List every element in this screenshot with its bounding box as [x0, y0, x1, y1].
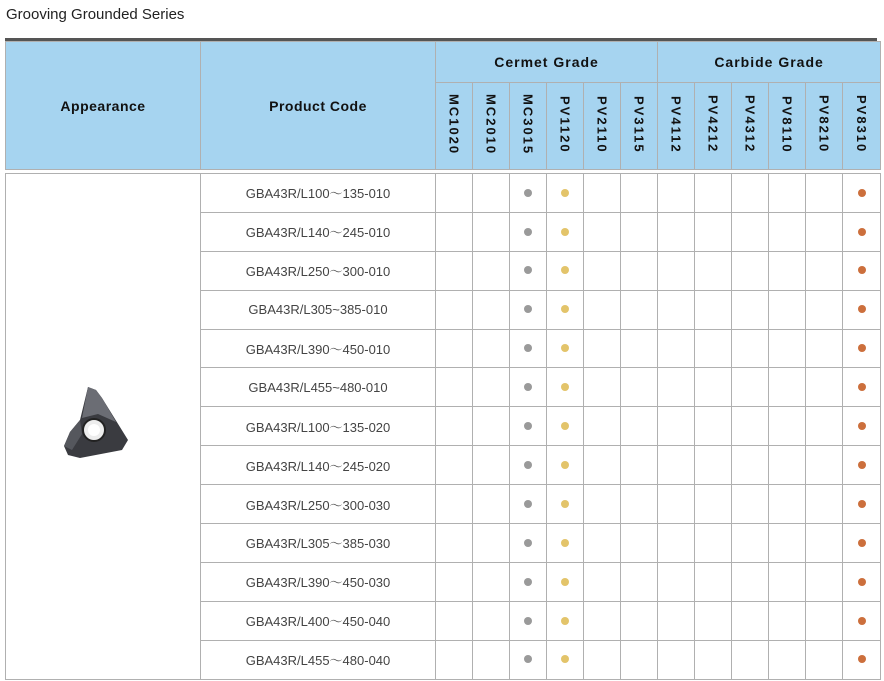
- orange-availability-dot: [858, 617, 866, 625]
- grade-cell-pv4212: [695, 407, 732, 446]
- grade-cell-pv8210: [806, 251, 843, 290]
- grade-cell-pv1120: [547, 174, 584, 213]
- grade-cell-mc3015: [510, 212, 547, 251]
- grade-cell-mc1020: [436, 524, 473, 563]
- grade-cell-pv8310: [843, 485, 881, 524]
- grade-label: PV4112: [668, 95, 684, 154]
- grade-cell-mc3015: [510, 368, 547, 407]
- grade-header-pv1120: [547, 83, 584, 170]
- grade-cell-pv3115: [621, 640, 658, 679]
- grade-header-pv8310: [843, 83, 881, 170]
- grade-cell-pv4112: [658, 485, 695, 524]
- grade-cell-mc3015: [510, 446, 547, 485]
- grade-cell-pv8310: [843, 446, 881, 485]
- gray-availability-dot: [524, 189, 532, 197]
- product-code-cell: GBA43R/L100～135-020: [201, 407, 436, 446]
- grade-cell-mc2010: [473, 174, 510, 213]
- grade-label: MC3015: [520, 93, 536, 156]
- grade-cell-pv4112: [658, 601, 695, 640]
- orange-availability-dot: [858, 383, 866, 391]
- grade-cell-pv4112: [658, 524, 695, 563]
- grade-cell-pv4212: [695, 368, 732, 407]
- grade-cell-pv8210: [806, 640, 843, 679]
- page-title: Grooving Grounded Series: [6, 6, 185, 23]
- grade-cell-pv4112: [658, 640, 695, 679]
- yellow-availability-dot: [561, 344, 569, 352]
- product-code-cell: GBA43R/L140～245-010: [201, 212, 436, 251]
- grade-cell-mc1020: [436, 407, 473, 446]
- grade-cell-pv3115: [621, 524, 658, 563]
- grade-cell-pv8210: [806, 601, 843, 640]
- grade-cell-mc3015: [510, 251, 547, 290]
- grade-cell-pv4312: [732, 329, 769, 368]
- grade-cell-mc3015: [510, 174, 547, 213]
- product-code-header: Product Code: [201, 42, 436, 170]
- grade-cell-pv2110: [584, 562, 621, 601]
- product-code-cell: GBA43R/L100～135-010: [201, 174, 436, 213]
- grade-cell-mc3015: [510, 524, 547, 563]
- grade-cell-pv3115: [621, 562, 658, 601]
- grade-cell-pv1120: [547, 485, 584, 524]
- grade-cell-pv2110: [584, 329, 621, 368]
- grade-cell-pv3115: [621, 601, 658, 640]
- grade-cell-pv8310: [843, 174, 881, 213]
- grade-cell-pv4212: [695, 524, 732, 563]
- grade-cell-mc2010: [473, 407, 510, 446]
- grade-cell-pv8110: [769, 485, 806, 524]
- grade-cell-pv3115: [621, 212, 658, 251]
- grade-header-pv4112: [658, 83, 695, 170]
- table-row: [6, 174, 881, 213]
- grade-cell-pv8310: [843, 329, 881, 368]
- grade-cell-pv3115: [621, 329, 658, 368]
- yellow-availability-dot: [561, 266, 569, 274]
- cermet-grade-header: Cermet Grade: [436, 42, 658, 83]
- grade-cell-mc3015: [510, 407, 547, 446]
- grade-cell-pv3115: [621, 368, 658, 407]
- product-code-cell: GBA43R/L140～245-020: [201, 446, 436, 485]
- grade-cell-pv8110: [769, 562, 806, 601]
- grade-cell-mc1020: [436, 640, 473, 679]
- orange-availability-dot: [858, 228, 866, 236]
- grade-cell-mc2010: [473, 212, 510, 251]
- grade-cell-pv4112: [658, 407, 695, 446]
- yellow-availability-dot: [561, 422, 569, 430]
- yellow-availability-dot: [561, 461, 569, 469]
- grade-cell-pv4212: [695, 640, 732, 679]
- grade-cell-pv1120: [547, 601, 584, 640]
- grade-cell-pv4312: [732, 290, 769, 329]
- grade-cell-mc2010: [473, 524, 510, 563]
- grade-cell-mc1020: [436, 329, 473, 368]
- grade-cell-pv4312: [732, 446, 769, 485]
- grade-cell-pv1120: [547, 446, 584, 485]
- grade-cell-pv8310: [843, 290, 881, 329]
- grade-cell-pv8310: [843, 251, 881, 290]
- grade-cell-mc3015: [510, 485, 547, 524]
- grade-cell-pv4312: [732, 562, 769, 601]
- yellow-availability-dot: [561, 305, 569, 313]
- grooving-insert-icon: [58, 384, 148, 464]
- grade-cell-pv8110: [769, 446, 806, 485]
- grade-cell-pv8310: [843, 368, 881, 407]
- grade-header-pv8210: [806, 83, 843, 170]
- grade-cell-pv8210: [806, 329, 843, 368]
- grade-cell-pv8210: [806, 562, 843, 601]
- grade-cell-pv4212: [695, 562, 732, 601]
- grade-cell-pv4212: [695, 212, 732, 251]
- grade-cell-pv8310: [843, 407, 881, 446]
- grade-label: MC2010: [483, 93, 499, 156]
- grade-cell-pv3115: [621, 174, 658, 213]
- gray-availability-dot: [524, 578, 532, 586]
- orange-availability-dot: [858, 189, 866, 197]
- grade-cell-pv2110: [584, 368, 621, 407]
- grade-cell-pv1120: [547, 251, 584, 290]
- product-code-cell: GBA43R/L455~480-010: [201, 368, 436, 407]
- grade-cell-pv4312: [732, 485, 769, 524]
- grade-cell-pv1120: [547, 212, 584, 251]
- grade-cell-pv4212: [695, 329, 732, 368]
- appearance-header: Appearance: [6, 42, 201, 170]
- grade-cell-pv2110: [584, 446, 621, 485]
- grade-cell-mc2010: [473, 290, 510, 329]
- grade-header-pv8110: [769, 83, 806, 170]
- gray-availability-dot: [524, 539, 532, 547]
- carbide-grade-header: Carbide Grade: [658, 42, 881, 83]
- grade-cell-pv8210: [806, 485, 843, 524]
- grade-cell-pv4212: [695, 601, 732, 640]
- grade-cell-mc2010: [473, 368, 510, 407]
- gray-availability-dot: [524, 383, 532, 391]
- gray-availability-dot: [524, 617, 532, 625]
- grade-cell-pv2110: [584, 174, 621, 213]
- grade-cell-pv3115: [621, 290, 658, 329]
- grade-cell-pv4212: [695, 174, 732, 213]
- grade-cell-pv2110: [584, 212, 621, 251]
- grade-cell-pv1120: [547, 524, 584, 563]
- grade-cell-mc3015: [510, 290, 547, 329]
- grade-label: PV4312: [742, 95, 758, 154]
- grade-cell-pv4112: [658, 212, 695, 251]
- grade-label: MC1020: [446, 93, 462, 156]
- grade-cell-pv8210: [806, 524, 843, 563]
- product-code-cell: GBA43R/L250～300-010: [201, 251, 436, 290]
- grade-cell-pv8110: [769, 601, 806, 640]
- grade-label: PV8210: [816, 95, 832, 154]
- grade-cell-pv1120: [547, 640, 584, 679]
- grade-cell-pv1120: [547, 329, 584, 368]
- grade-cell-pv3115: [621, 407, 658, 446]
- yellow-availability-dot: [561, 228, 569, 236]
- grade-header-pv2110: [584, 83, 621, 170]
- yellow-availability-dot: [561, 617, 569, 625]
- grade-cell-mc2010: [473, 640, 510, 679]
- grade-cell-pv1120: [547, 290, 584, 329]
- grade-table: [5, 41, 881, 680]
- product-code-cell: GBA43R/L390～450-030: [201, 562, 436, 601]
- grade-cell-pv2110: [584, 524, 621, 563]
- grade-cell-pv2110: [584, 640, 621, 679]
- gray-availability-dot: [524, 305, 532, 313]
- product-code-cell: GBA43R/L305~385-010: [201, 290, 436, 329]
- grade-cell-pv4312: [732, 251, 769, 290]
- orange-availability-dot: [858, 578, 866, 586]
- grade-cell-mc1020: [436, 368, 473, 407]
- grade-cell-pv4212: [695, 485, 732, 524]
- grade-cell-pv8110: [769, 640, 806, 679]
- grade-cell-mc2010: [473, 446, 510, 485]
- product-code-cell: GBA43R/L305～385-030: [201, 524, 436, 563]
- grade-cell-mc1020: [436, 212, 473, 251]
- grade-cell-pv4112: [658, 368, 695, 407]
- grade-cell-pv8210: [806, 212, 843, 251]
- grade-cell-pv8310: [843, 640, 881, 679]
- grade-cell-pv2110: [584, 407, 621, 446]
- grade-header-pv4212: [695, 83, 732, 170]
- grade-cell-pv2110: [584, 601, 621, 640]
- product-code-cell: GBA43R/L250～300-030: [201, 485, 436, 524]
- grade-cell-mc1020: [436, 562, 473, 601]
- orange-availability-dot: [858, 344, 866, 352]
- orange-availability-dot: [858, 655, 866, 663]
- grade-cell-pv8210: [806, 368, 843, 407]
- grade-cell-mc1020: [436, 251, 473, 290]
- grade-cell-pv4112: [658, 174, 695, 213]
- grade-cell-pv4312: [732, 601, 769, 640]
- grade-cell-pv8310: [843, 524, 881, 563]
- grade-cell-pv8110: [769, 290, 806, 329]
- grade-cell-pv4112: [658, 251, 695, 290]
- grade-cell-mc3015: [510, 601, 547, 640]
- grade-cell-pv1120: [547, 562, 584, 601]
- grade-cell-pv8210: [806, 290, 843, 329]
- grade-cell-pv2110: [584, 485, 621, 524]
- grade-label: PV8310: [854, 95, 870, 154]
- grade-header-mc3015: [510, 83, 547, 170]
- product-code-cell: GBA43R/L400～450-040: [201, 601, 436, 640]
- grade-label: PV8110: [779, 95, 795, 154]
- grade-header-mc1020: [436, 83, 473, 170]
- grade-cell-pv8310: [843, 212, 881, 251]
- grade-cell-pv4112: [658, 329, 695, 368]
- grade-cell-mc2010: [473, 485, 510, 524]
- gray-availability-dot: [524, 266, 532, 274]
- gray-availability-dot: [524, 228, 532, 236]
- grade-cell-mc1020: [436, 485, 473, 524]
- grade-cell-pv4112: [658, 290, 695, 329]
- yellow-availability-dot: [561, 189, 569, 197]
- grade-cell-pv4312: [732, 407, 769, 446]
- grade-header-pv3115: [621, 83, 658, 170]
- orange-availability-dot: [858, 422, 866, 430]
- yellow-availability-dot: [561, 500, 569, 508]
- grade-cell-mc1020: [436, 601, 473, 640]
- grade-cell-pv2110: [584, 251, 621, 290]
- gray-availability-dot: [524, 422, 532, 430]
- orange-availability-dot: [858, 539, 866, 547]
- product-code-cell: GBA43R/L390～450-010: [201, 329, 436, 368]
- grade-cell-pv8110: [769, 407, 806, 446]
- grade-cell-pv4212: [695, 290, 732, 329]
- grade-cell-pv8310: [843, 601, 881, 640]
- grade-cell-pv8210: [806, 407, 843, 446]
- grade-cell-pv4112: [658, 562, 695, 601]
- grade-header-mc2010: [473, 83, 510, 170]
- grade-cell-mc2010: [473, 562, 510, 601]
- grade-cell-mc2010: [473, 251, 510, 290]
- grade-label: PV2110: [594, 95, 610, 154]
- orange-availability-dot: [858, 305, 866, 313]
- gray-availability-dot: [524, 344, 532, 352]
- grade-cell-mc1020: [436, 290, 473, 329]
- grade-cell-pv4312: [732, 212, 769, 251]
- grade-cell-mc3015: [510, 562, 547, 601]
- grade-cell-pv4312: [732, 640, 769, 679]
- grade-cell-pv8110: [769, 329, 806, 368]
- grade-cell-pv4312: [732, 524, 769, 563]
- grade-cell-pv8110: [769, 212, 806, 251]
- yellow-availability-dot: [561, 578, 569, 586]
- yellow-availability-dot: [561, 383, 569, 391]
- grade-cell-pv1120: [547, 407, 584, 446]
- grade-label: PV1120: [557, 95, 573, 154]
- grade-cell-pv8110: [769, 251, 806, 290]
- grade-label: PV3115: [631, 95, 647, 154]
- grade-cell-pv4312: [732, 174, 769, 213]
- grade-cell-mc2010: [473, 329, 510, 368]
- grade-cell-pv8310: [843, 562, 881, 601]
- gray-availability-dot: [524, 461, 532, 469]
- grade-cell-pv4212: [695, 251, 732, 290]
- grade-cell-mc1020: [436, 446, 473, 485]
- grade-cell-pv8110: [769, 368, 806, 407]
- grade-cell-pv3115: [621, 446, 658, 485]
- yellow-availability-dot: [561, 539, 569, 547]
- grade-cell-pv2110: [584, 290, 621, 329]
- grade-header-pv4312: [732, 83, 769, 170]
- grade-cell-mc3015: [510, 640, 547, 679]
- grade-cell-mc1020: [436, 174, 473, 213]
- grade-cell-mc3015: [510, 329, 547, 368]
- gray-availability-dot: [524, 655, 532, 663]
- grade-cell-pv3115: [621, 485, 658, 524]
- grade-cell-pv4112: [658, 446, 695, 485]
- appearance-cell: [6, 174, 201, 680]
- grade-cell-pv8110: [769, 524, 806, 563]
- orange-availability-dot: [858, 266, 866, 274]
- orange-availability-dot: [858, 500, 866, 508]
- grade-cell-pv8210: [806, 446, 843, 485]
- grade-cell-pv8210: [806, 174, 843, 213]
- grade-cell-pv4212: [695, 446, 732, 485]
- yellow-availability-dot: [561, 655, 569, 663]
- grade-cell-pv8110: [769, 174, 806, 213]
- orange-availability-dot: [858, 461, 866, 469]
- grade-cell-pv3115: [621, 251, 658, 290]
- grade-label: PV4212: [705, 95, 721, 154]
- grade-cell-pv1120: [547, 368, 584, 407]
- gray-availability-dot: [524, 500, 532, 508]
- product-code-cell: GBA43R/L455～480-040: [201, 640, 436, 679]
- grade-cell-mc2010: [473, 601, 510, 640]
- grade-cell-pv4312: [732, 368, 769, 407]
